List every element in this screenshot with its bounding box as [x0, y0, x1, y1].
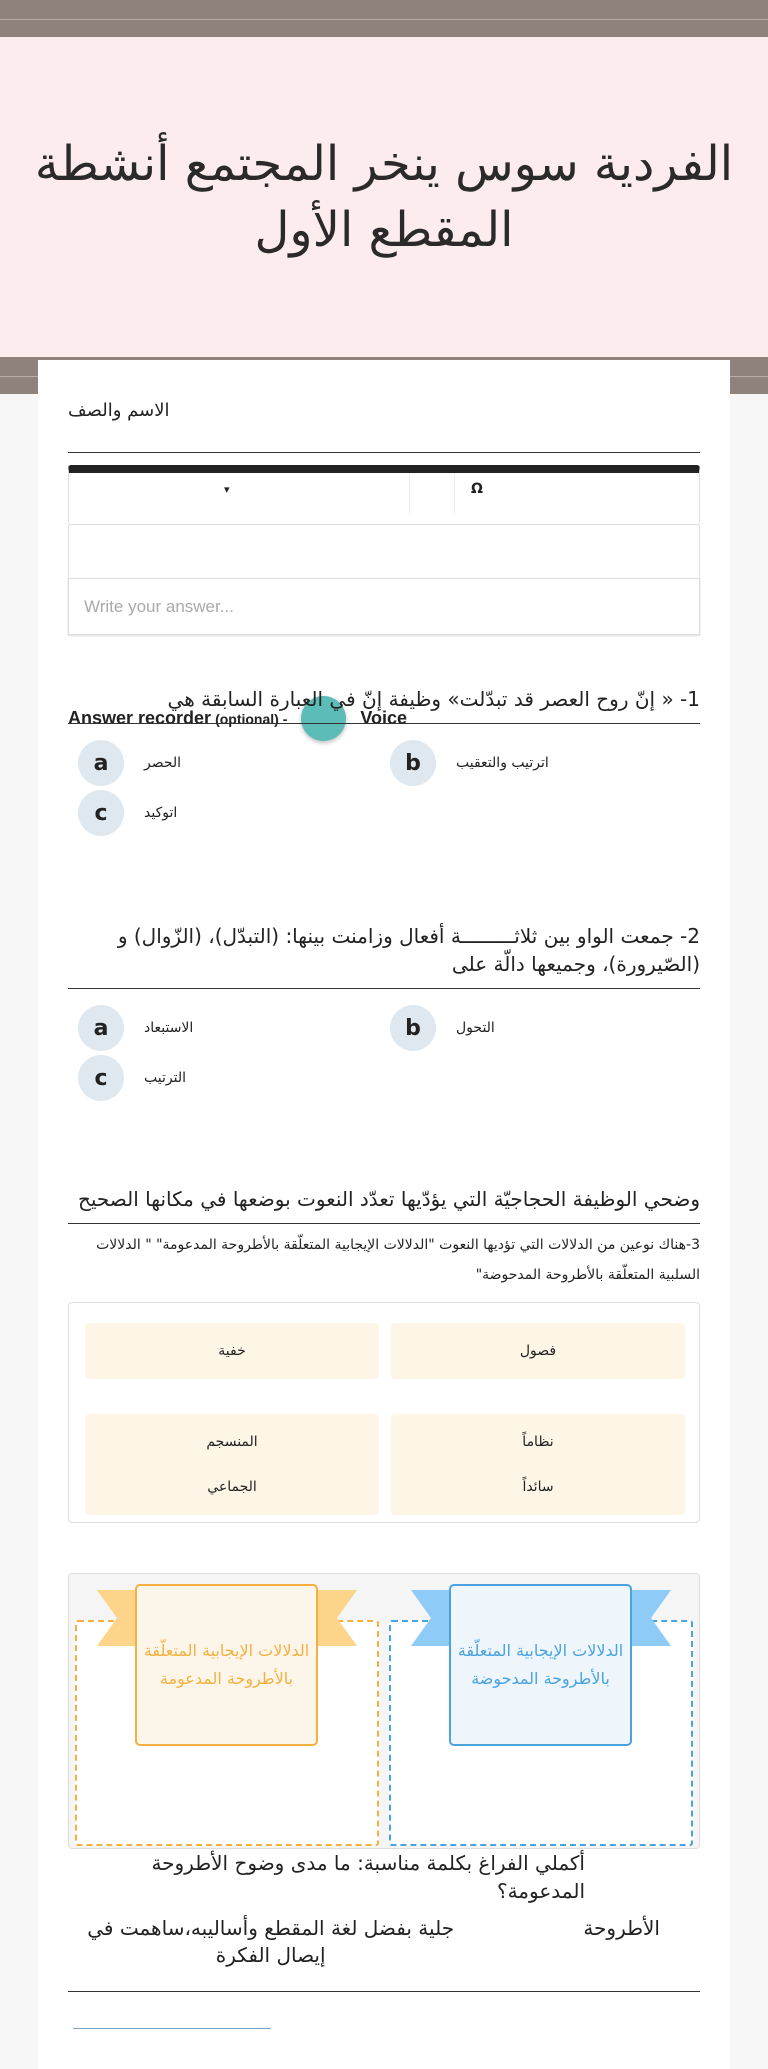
header-banner [0, 37, 768, 357]
answer-input[interactable]: Write your answer... [68, 578, 700, 635]
editor-area[interactable] [68, 525, 700, 578]
format-dropdown-arrow-icon[interactable]: ▾ [224, 483, 230, 496]
q4-sentence-end: جلية بفضل لغة المقطع وأساليبه،ساهمت في إيصال الفكرة [87, 1916, 455, 1967]
option-letter-badge: a [78, 1005, 124, 1051]
question-2-title: 2- جمعت الواو بين ثلاثـــــــــة أفعال وزامنت بينها: (التبدّل)، (الزّوال) و (الصّيرورة)، وجميعها دالّة على [117, 924, 700, 976]
toolbar-divider [454, 473, 455, 513]
question-3-subtitle: 3-هناك نوعين من الدلالات التي تؤديها النعوت "الدلالات الإيجابية المتعلّقة بالأطروحة المدعومة" " الدلالات السلبية المتعلّقة بالأطروحة المدحوضة" [96, 1237, 700, 1283]
draggable-word-tile[interactable]: المنسجم [85, 1414, 379, 1470]
question-3-title: وضحي الوظيفة الحجاجيّة التي يؤدّيها تعدّد النعوت بوضعها في مكانها الصحيح [77, 1187, 700, 1211]
option-letter-badge: a [78, 740, 124, 786]
option-text: الحصر [144, 755, 182, 771]
recorder-optional: (optional) - [215, 710, 288, 727]
option-text: اتوكيد [144, 805, 178, 821]
special-character-omega-icon[interactable]: Ω [471, 481, 483, 497]
option-text: اترتيب والتعقيب [456, 755, 549, 771]
text-toolbar [68, 465, 700, 525]
option-text: الاستبعاد [144, 1020, 194, 1036]
question-1 [68, 685, 700, 912]
divider [68, 988, 700, 989]
option-letter-badge: c [78, 1055, 124, 1101]
word-bank [68, 1302, 700, 1523]
toolbar-divider [409, 473, 410, 513]
q1-option-a[interactable] [78, 740, 390, 786]
question-4-title: أكملي الفراغ بكلمة مناسبة: ما مدى وضوح الأطروحة المدعومة؟ [151, 1851, 585, 1903]
questions [68, 685, 700, 2029]
category-label-supported: الدلالات الإيجابية المتعلّقة بالأطروحة المدعومة [135, 1584, 318, 1746]
question-3 [68, 1165, 700, 1849]
answer-line-input[interactable] [73, 2028, 271, 2029]
q4-blank-input[interactable] [473, 1915, 583, 1941]
option-letter-badge: c [78, 790, 124, 836]
option-text: التحول [456, 1020, 495, 1036]
voice-label: Voice [360, 708, 408, 728]
option-letter-badge: b [390, 1005, 436, 1051]
draggable-word-tile[interactable]: سائداً [391, 1459, 685, 1515]
draggable-word-tile[interactable]: خفية [85, 1323, 379, 1379]
question-4 [68, 1849, 700, 2029]
q2-option-b[interactable] [390, 1005, 702, 1051]
divider [68, 1991, 700, 1992]
draggable-word-tile[interactable]: فصول [391, 1323, 685, 1379]
question-1-title: 1- « إنّ روح العصر قد تبدّلت» وظيفة إنّ في العبارة السابقة هي [167, 687, 700, 711]
option-letter-badge: b [390, 740, 436, 786]
header-band-top [0, 0, 768, 37]
option-text: الترتيب [144, 1070, 186, 1086]
category-drop-zones [68, 1573, 700, 1849]
q1-option-c[interactable] [78, 790, 390, 836]
draggable-word-tile[interactable]: نظاماً [391, 1414, 685, 1470]
name-field-label: الاسم والصف [68, 400, 170, 421]
category-label-refuted: الدلالات الإيجابية المتعلّقة بالأطروحة المدحوضة [449, 1584, 632, 1746]
recorder-label: Answer recorder [68, 708, 212, 728]
q4-sentence-start: الأطروحة [583, 1916, 660, 1940]
draggable-word-tile[interactable]: الجماعي [85, 1459, 379, 1515]
q4-sentence [68, 1915, 700, 1969]
divider [68, 723, 700, 724]
q1-option-b[interactable] [390, 740, 702, 786]
worksheet-card [38, 360, 730, 2069]
divider [68, 452, 700, 453]
q2-option-c[interactable] [78, 1055, 390, 1101]
q2-option-a[interactable] [78, 1005, 390, 1051]
question-2 [68, 912, 700, 1165]
page-title: الفردية سوس ينخر المجتمع أنشطة المقطع الأول [34, 136, 734, 258]
divider [68, 1223, 700, 1224]
